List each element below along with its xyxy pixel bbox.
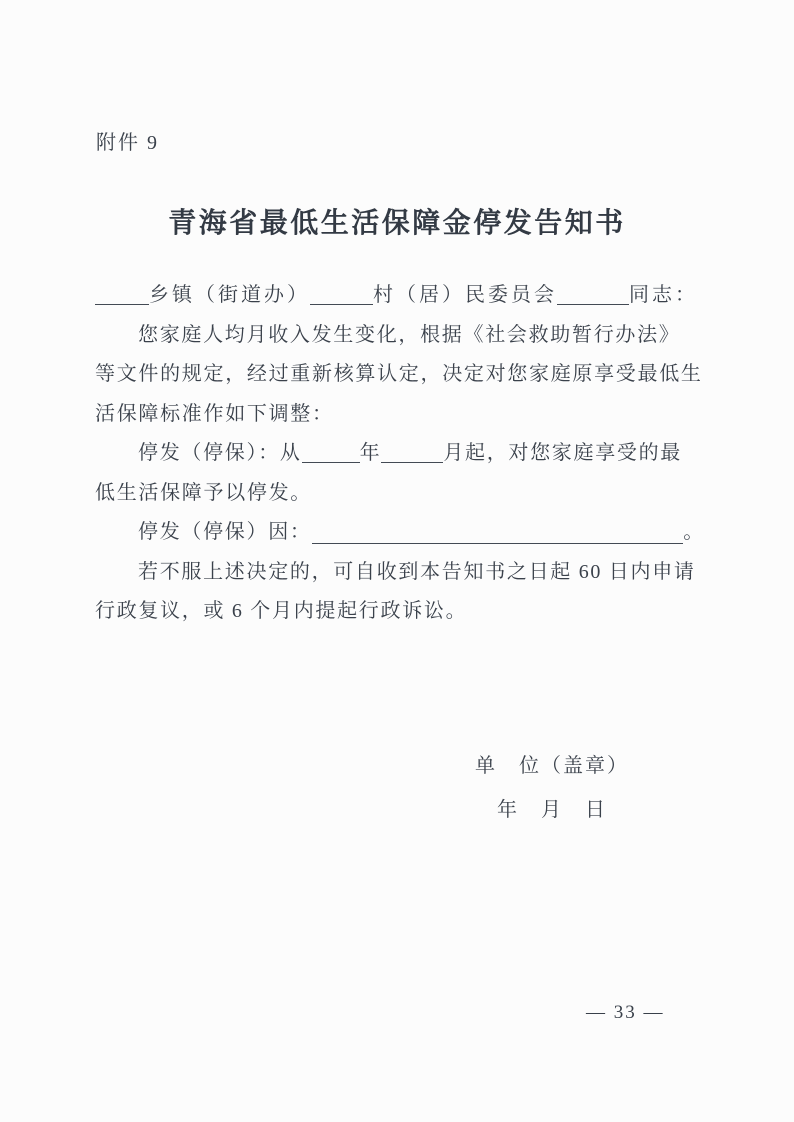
body-line: 活保障标准作如下调整： [95,402,334,425]
blank-month [381,443,443,463]
page-number: — 33 — [586,1002,665,1023]
blank-comrade-name [557,285,629,305]
suspension-text-prefix: 停发（停保）：从 [138,442,302,464]
signature-unit-line: 单 位（盖章） [475,755,629,777]
salutation-line [95,276,705,316]
blank-village [310,285,373,305]
salutation-text-comrade: 同志： [629,284,698,306]
reason-label: 停发（停保）因： [138,521,312,543]
body-line: 等文件的规定，经过重新核算认定，决定对您家庭原享受最低生 [95,363,703,385]
blank-township [95,285,149,305]
salutation-text-township: 乡镇（街道办） [149,284,310,306]
document-body [95,276,705,632]
suspension-reason-line [95,513,705,553]
reason-period: 。 [683,521,705,543]
body-line: 若不服上述决定的，可自收到本告知书之日起 60 日内申请 [138,560,696,583]
signature-block [466,753,638,823]
blank-year [302,443,360,463]
suspension-text-year: 年 [359,442,382,464]
suspension-text-suffix: 月起，对您家庭享受的最 [443,442,683,464]
salutation-text-committee: 村（居）民委员会 [373,284,557,306]
suspension-date-line [95,434,705,474]
body-line: 行政复议，或 6 个月内提起行政诉讼。 [95,600,468,622]
document-title: 青海省最低生活保障金停发告知书 [168,208,626,239]
blank-reason [312,543,684,544]
attachment-label: 附件 9 [96,132,159,154]
body-line: 低生活保障予以停发。 [95,481,312,504]
signature-date-line: 年 月 日 [497,799,607,821]
body-line: 您家庭人均月收入发生变化，根据《社会救助暂行办法》 [138,323,681,346]
